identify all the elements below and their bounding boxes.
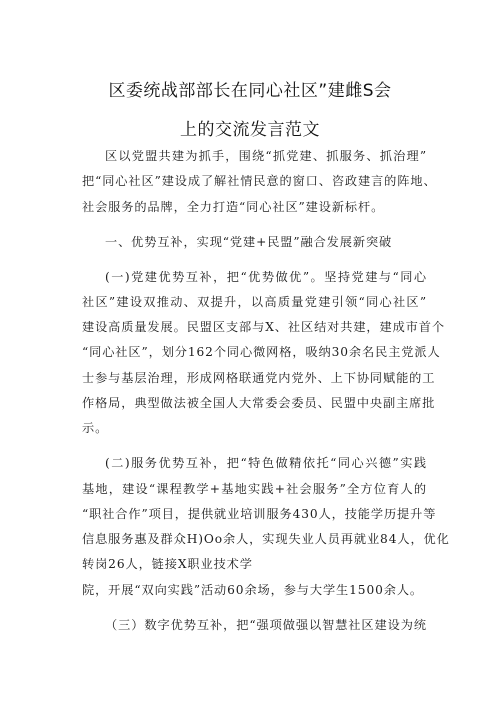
body-line: 基地，建设“课程教学+基地实践+社会服务”全方位育人的 [82,482,427,496]
intro-line: 把“同心社区”建设成了解社情民意的窗口、咨政建言的阵地、 [82,174,437,188]
intro-line: 社会服务的品牌，全力打造“同心社区”建设新标杆。 [82,200,385,214]
body-line: 社区”建设双推动、双提升，以高质量党建引领“同心社区” [82,295,427,309]
body-line: 转岗26人，链接X职业技术学 [82,557,253,571]
body-line: “同心社区”，划分162个同心微网格，吸纳30余名民主党派人 [82,345,441,359]
document-title-line-1: 区委统战部部长在同心社区”建雌S会 [108,81,392,101]
body-line: （三）数字优势互补，把“强项做强以智慧社区建设为统 [105,618,427,632]
intro-line: 区以党盟共建为抓手，围绕“抓党建、抓服务、抓治理” [105,149,427,163]
document-title-line-2: 上的交流发言范文 [180,120,320,140]
body-line: “职社合作”项目，提供就业培训服务430人，技能学历提升等 [82,507,437,521]
body-line: 士参与基层治理，形成网格联通党内党外、上下协同赋能的工 [82,371,436,385]
body-line: (一)党建优势互补，把“优势做优”。坚持党建与“同心 [105,270,427,284]
body-line: (二)服务优势互补，把“特色做精依托“同心兴德”实践 [105,456,427,470]
body-line: 院，开展“双向实践”活动60余场，参与大学生1500余人。 [82,583,424,597]
body-line: 信息服务惠及群众H)Oo余人，实现失业人员再就业84人，优化 [82,532,450,546]
section-heading: 一、优势互补，实现“党建+民盟”融合发展新突破 [105,235,393,249]
body-line: 作格局，典型做法被全国人大常委会委员、民盟中央副主席批 [82,396,436,410]
body-line: 建设高质量发展。民盟区支部与X、社区结对共建，建成市首个 [82,320,445,334]
body-line: 示。 [82,421,109,435]
